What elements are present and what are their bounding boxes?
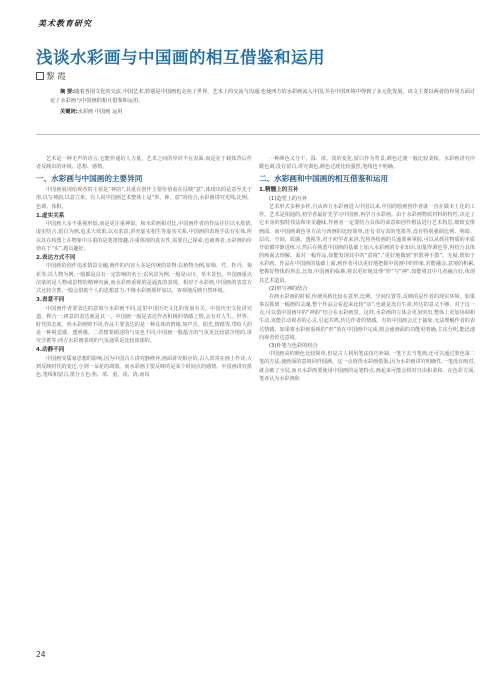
right-column: [259, 155, 475, 383]
abstract-text: 随着各国文化的交流,中国艺术,特别是中国画也走向了世界。艺术上的交流与沟通,也使西方的水彩画流入中国,并在中国环境中得到了多元化发展。该文主要以两者的异同方面讨论了水彩画与中国画的相互借鉴和运用。: [50, 89, 476, 104]
subsection-2-heading: 2.表达方式不同: [36, 254, 76, 261]
subsection-3-text: 中国画作者要表达的意境与水彩画不同,这里中国历史文化的发展有关。中国历史文化讲究道、释合一,禅意的表达就是其一。中国画一般是表达作者积极的情感之情,会有对人生、世界、时代的态度。西水彩画则不同,作品主要表达的是一种具体的情绪,如声音、阳光,情绪等,带给人的是一种视觉感、透明感。二者想要描述的气氛也不同,中国画一般蕴含的气氛更比较富含情的,讲究含蓄等;西方水彩画表现的气氛通常是比较浓郁的。: [36, 305, 252, 345]
subsection-1-heading: 1.虚实关系: [36, 212, 65, 219]
article-title: 浅谈水彩画与中国画的相互借鉴和运用: [36, 48, 325, 67]
abstract-paragraph: [50, 88, 478, 106]
article-author: [36, 70, 66, 82]
subsection-4-text: 中国画受儒家思想的影响,因为中国古人讲究静修养,画面讲究相应的,古人常常在画上作诗,大到反映时代的变迁,小到一朵花的凋落。而水彩画主要反映的是某个时间点的感情。中国画讲究墨色,笔线和留白,墨分五色:焦、浓、重、淡、清,而每: [36, 355, 252, 379]
author-marker-icon: [36, 72, 44, 80]
page-number: 24: [36, 650, 46, 659]
section-2-sub-1a-text: 艺术形式多种多样,自从西方水彩画进入中国以来,中国的绘画创作者就一直在做本土化的工作。艺术是相通的,初学者最好先学习中国画,再学习水彩画。由于水彩画物质材料的特性,决定了它本身的独特技法和审美趣味,作画者一定要结合具体的命意和创作想法进行艺术构思,细致安排画面。而中国画调色等方法与西画的比较简单,还有书写表的笔墨等,没有特别强调比例、明暗、层次、空间、质感、透视等,对于初学者来讲,先将各绘画的共通要素掌握,可以从抓住物质的本质开始循序渐进练习,然后在熟悉中国画的基础上加入水彩画的专业知识,加量得调色等,再结合具体的画面去理解。面对一幅作品,如能发现其中的“意境”,“更好地做到“形散神不散”。无疑,既如于水彩画。作品在中国画的基础上面,画作者可以更好地把握中国画中的形象,若能融会,意境的积累,把握好物体的形态,比如,中国画的临摹,将以更好地处理“形”与“神”,如能将其中几者融合好,体现其艺术造诣。: [259, 204, 475, 284]
subsection-1-text: 中国画大多不重视形似,而是更注重神似。和水彩画相对比,中国画作者的作品往往以水墨情,虚实结合,留白为画,追求大效果,以点求意,讲究虚实相生等虚实关系,中国画的表现手法有实体,所以其在构图上在物象中注重的是笔墨情趣,注重体现的真实性,需要自己探索,也被观者,水彩画的价值在于“实”,越具趣好。: [36, 221, 252, 252]
section-2-sub-1-heading: 1.精髓上的互补: [259, 187, 299, 194]
continuation-paragraph: 一种颜色又分干、湿、浓、淡的变化,留白作为背景,颜色过渡一般比较柔和。水彩画讲究冷暖色调,没有留白,讲究调色,颜色过渡比较强烈,笔线也不明确。: [259, 156, 475, 171]
section-2-sub-1c-text: 中国画高的颜色比较简单,但是古人利用笔法技巧补缺,一笔下去当笔画,还可以通过墨色第二笔的方法,使画面的意境同样圆满。这一点值得水彩画借鉴,因为水彩画讲究明确性,一笔没有画对,就会破了全局,而且水彩画要使用中国画的运笔特点,画起来可能会相对自由和柔和。在色彩方面,笔者认为水彩画和: [259, 351, 475, 382]
keywords-line: [50, 108, 478, 117]
section-2-sub-1b-heading: (2)形与神的结合: [269, 285, 308, 292]
journal-header-logo: 美术教育研究: [38, 18, 92, 28]
subsection-3-heading: 3.表意不同: [36, 297, 65, 304]
keywords-label: 关键词:: [60, 109, 78, 115]
abstract-section: [50, 88, 478, 117]
abstract-label: 摘 要:: [60, 89, 75, 95]
section-1-heading: 一、水彩画与中国画的主要异同: [36, 174, 143, 184]
section-2-sub-1a-heading: (1)造型上的互补: [269, 195, 308, 202]
section-2-heading: 二、水彩画和中国画的相互借鉴和运用: [259, 174, 389, 184]
intro-paragraph: 艺术是一种无声的语言,它能传递给人力量。艺术之间的异同不在表面,而是在于载体背后作者反映出的环境、思想、感情。: [36, 156, 252, 171]
section-2-sub-1b-text: 在画水彩画的时候,传统风格比较在意形,比例、空间位置等,反映的是作者的现实环境。如果事以抓到一幅画的灵魂,整个作品会看起来比较“活”,也就是没有生命,传达的意义不够。对于这一点,可以借中国画中的“神韵”结合在水彩画里。这样,水彩画的立体会更加突出,整体上更加协调和生动,更能打动观者的心灵,引起共鸣,传达作者的情感。有的中国画会过于抽象,无法理解作者的表达情感。如果将水彩画重视的“形”放在中国画中完成,则会使画面的功能更明确,主次分明,能迅速向观者传达意境。: [259, 293, 475, 341]
section-1-intro: 中国画展现给观者的主要是“神韵”,其重在创作主要价值重在反映“意”,体现出的是意至先于形,以写神韵,以意立象。有人说中国画艺术整体上是“形、神、意”的结合,水彩画讲究光线,比例、色调、体积。: [36, 187, 252, 210]
left-column: [36, 155, 252, 379]
author-name: 黎 霞: [46, 72, 66, 82]
header-divider: [36, 134, 480, 135]
section-2-sub-1c-heading: (3)朴笔与色彩的结合: [269, 342, 318, 349]
subsection-4-heading: 4.动静不同: [36, 347, 65, 354]
subsection-2-text: 中国画的创作追求情景交融,画作的内容大多是传统的景物:以植物为例,如梅、竹、牡丹、菊花等;以人物为例,一般都是具有一定影响的名士;以风景为例,一般是山川、草木景色。中国画重点渲染的是人物或景物的精神内涵,而水彩画重视的是逼真的表现。相对于水彩画,中国画的表意方式比较含蓄,一般会借助个人的思想意力,不像水彩画那样加以、客观地反映自然环境。: [36, 263, 252, 294]
keywords-text: 水彩画 中国画 运用: [77, 109, 123, 115]
